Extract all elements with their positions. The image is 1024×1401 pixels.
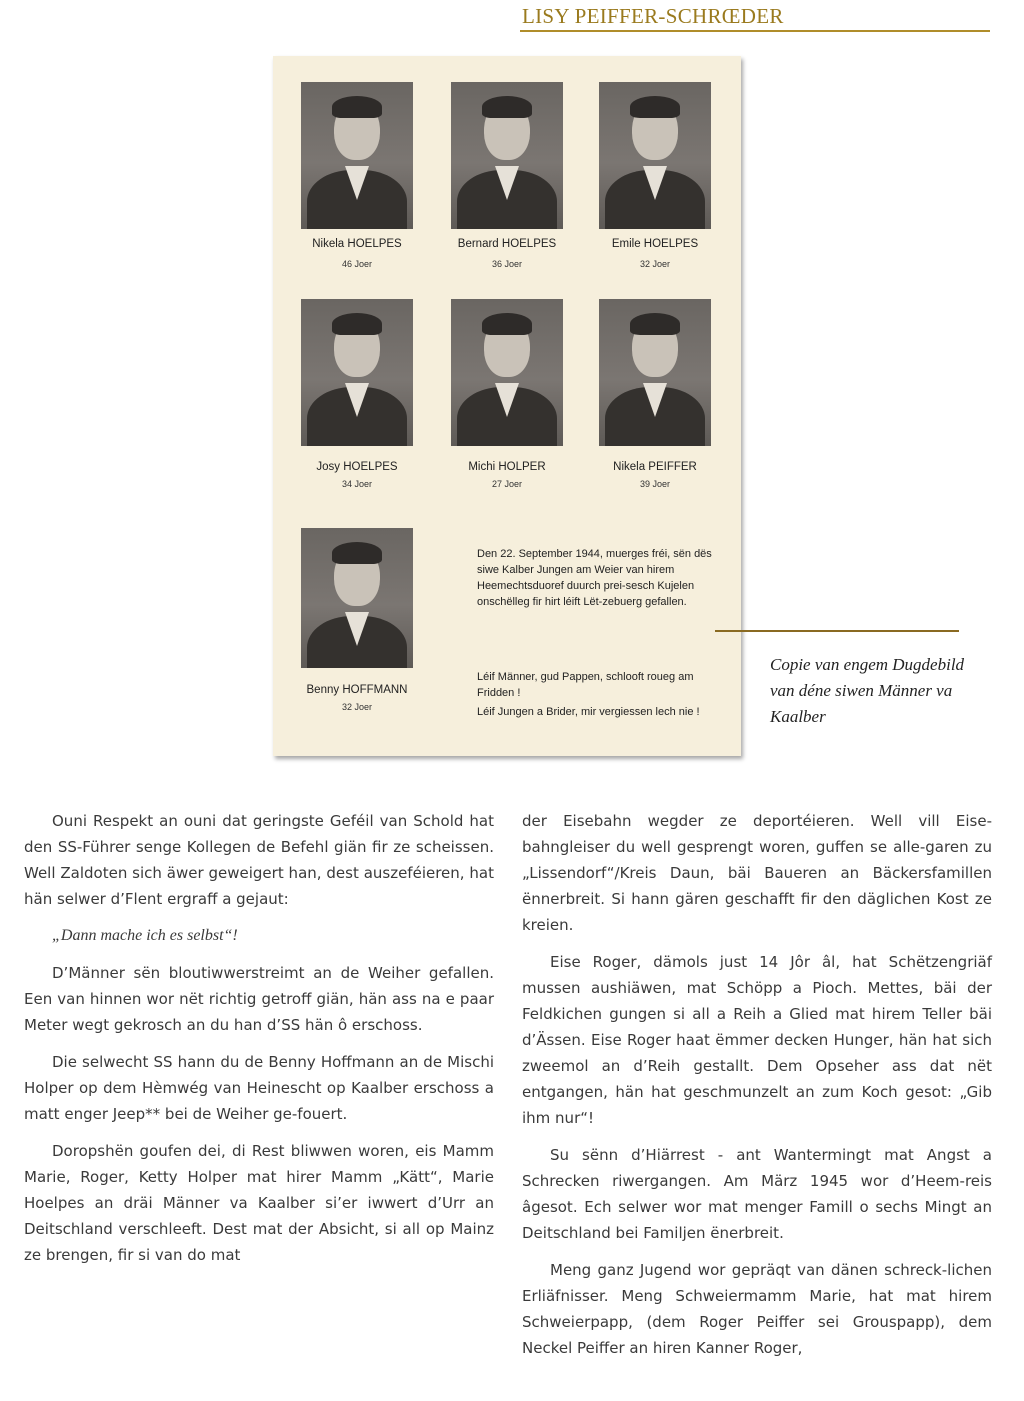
paragraph: Die selwecht SS hann du de Benny Hoffmann an de Mischi Holper op dem Hèmwég van Heinescht op Kaalber erschoss a matt enger Jeep** bei de Weiher ge-fouert. (24, 1053, 494, 1123)
person-name: Nikela HOELPES (312, 238, 402, 250)
person-name: Michi HOLPER (468, 461, 546, 473)
quote: „Dann mache ich es selbst“! (52, 927, 238, 944)
farewell-youth: Léif Jungen a Brider, mir vergiessen lech nie ! (477, 706, 700, 718)
memorial-text: Den 22. September 1944, muerges fréi, sën dës siwe Kalber Jungen am Weier van hirem Heemechtsduoref duurch prei-sesch Kujelen onschëlleg fir hirt léift Lët-zebuerg gefallen. (477, 548, 712, 608)
header-rule (520, 30, 990, 32)
person-name: Josy HOELPES (316, 461, 398, 473)
paragraph: D’Männer sën bloutiwwerstreimt an de Weiher gefallen. Een van hinnen wor nët richtig getroff giän, hän ass na e paar Meter wegt gekrosch an du han d’SS hän ô erschoss. (24, 964, 494, 1034)
person-age: 32 Joer (639, 259, 671, 269)
person-age: 32 Joer (341, 702, 373, 712)
portrait-photo (301, 82, 413, 229)
paragraph: Ouni Respekt an ouni dat geringste Geféil van Schold hat den SS-Führer senge Kollegen de Befehl giän fir ze scheissen. Well Zaldoten sich äwer geweigert han, dest auszeféieren, hat hän selwer d’Flent ergraff a gejaut: (24, 812, 494, 908)
portrait-photo (451, 82, 563, 229)
person-name: Bernard HOELPES (457, 238, 557, 250)
paragraph: Meng ganz Jugend wor gepräqt van dänen schreck-lichen Erliäfnisser. Meng Schweiermamm Marie, hat mat hirem Schweierpapp, (dem Roger Peiffer sei Grouspapp), dem Neckel Peiffer an hiren Kanner Roger, (522, 1261, 992, 1357)
paragraph: Doropshën goufen dei, di Rest bliwwen woren, eis Mamm Marie, Roger, Ketty Holper mat hirer Mamm „Kätt“, Marie Hoelpes an dräi Männer va Kaalber si’er iwwert d’Urr an Deitschland verschleeft. Dest mat der Absicht, si all op Mainz ze brengen, fir si van do mat (24, 1142, 494, 1264)
portrait-photo (599, 299, 711, 446)
caption-rule (715, 630, 959, 632)
portrait-photo (301, 299, 413, 446)
person-age: 36 Joer (491, 259, 523, 269)
farewell-men: Léif Männer, gud Pappen, schlooft roueg am Fridden ! (477, 671, 694, 699)
article-column-left (24, 808, 494, 1279)
article-column-right (522, 808, 992, 1372)
image-caption: Copie van engem Dugdebild van déne siwen Männer va Kaalber (770, 655, 965, 726)
portrait-photo (301, 528, 413, 668)
author-name: LISY PEIFFER-SCHRŒDER (522, 4, 784, 28)
person-age: 39 Joer (639, 479, 671, 489)
person-age: 46 Joer (341, 259, 373, 269)
person-name: Nikela PEIFFER (613, 461, 697, 473)
person-name: Benny HOFFMANN (306, 684, 408, 696)
portrait-photo (451, 299, 563, 446)
paragraph: der Eisebahn wegder ze deportéieren. Well vill Eise-bahngleiser du well gesprengt woren, guffen se alle-garen zu „Lissendorf“/Kreis Daun, bäi Baueren an Bäckersfamillen ënnerbreit. Si hann gären geschafft fir den däglichen Kost ze kreien. (522, 812, 992, 934)
person-name: Emile HOELPES (611, 238, 699, 250)
portrait-photo (599, 82, 711, 229)
memorial-card (273, 56, 741, 756)
paragraph: Eise Roger, dämols just 14 Jôr âl, hat Schëtzengriäf mussen aushiäwen, mat Schöpp a Pioch. Mettes, bäi der Feldkichen gungen si all a Reih a Glied mat hirem Teller bäi d’Ässen. Eise Roger haat ëmmer decken Hunger, hän hat sich zweemol an d’Reih gestallt. Dem Opseher ass dat nët entgangen, hän hat geschmunzelt an zum Koch gesot: „Gib ihm nur“! (522, 953, 992, 1127)
person-age: 34 Joer (341, 479, 373, 489)
person-age: 27 Joer (491, 479, 523, 489)
paragraph: Su sënn d’Hiärrest - ant Wantermingt mat Angst a Schrecken riwergangen. Am März 1945 wor d’Heem-reis âgesot. Ech selwer wor mat menger Famill o sechs Mingt an Deitschland bei Familjen ënerbreit. (522, 1146, 992, 1242)
